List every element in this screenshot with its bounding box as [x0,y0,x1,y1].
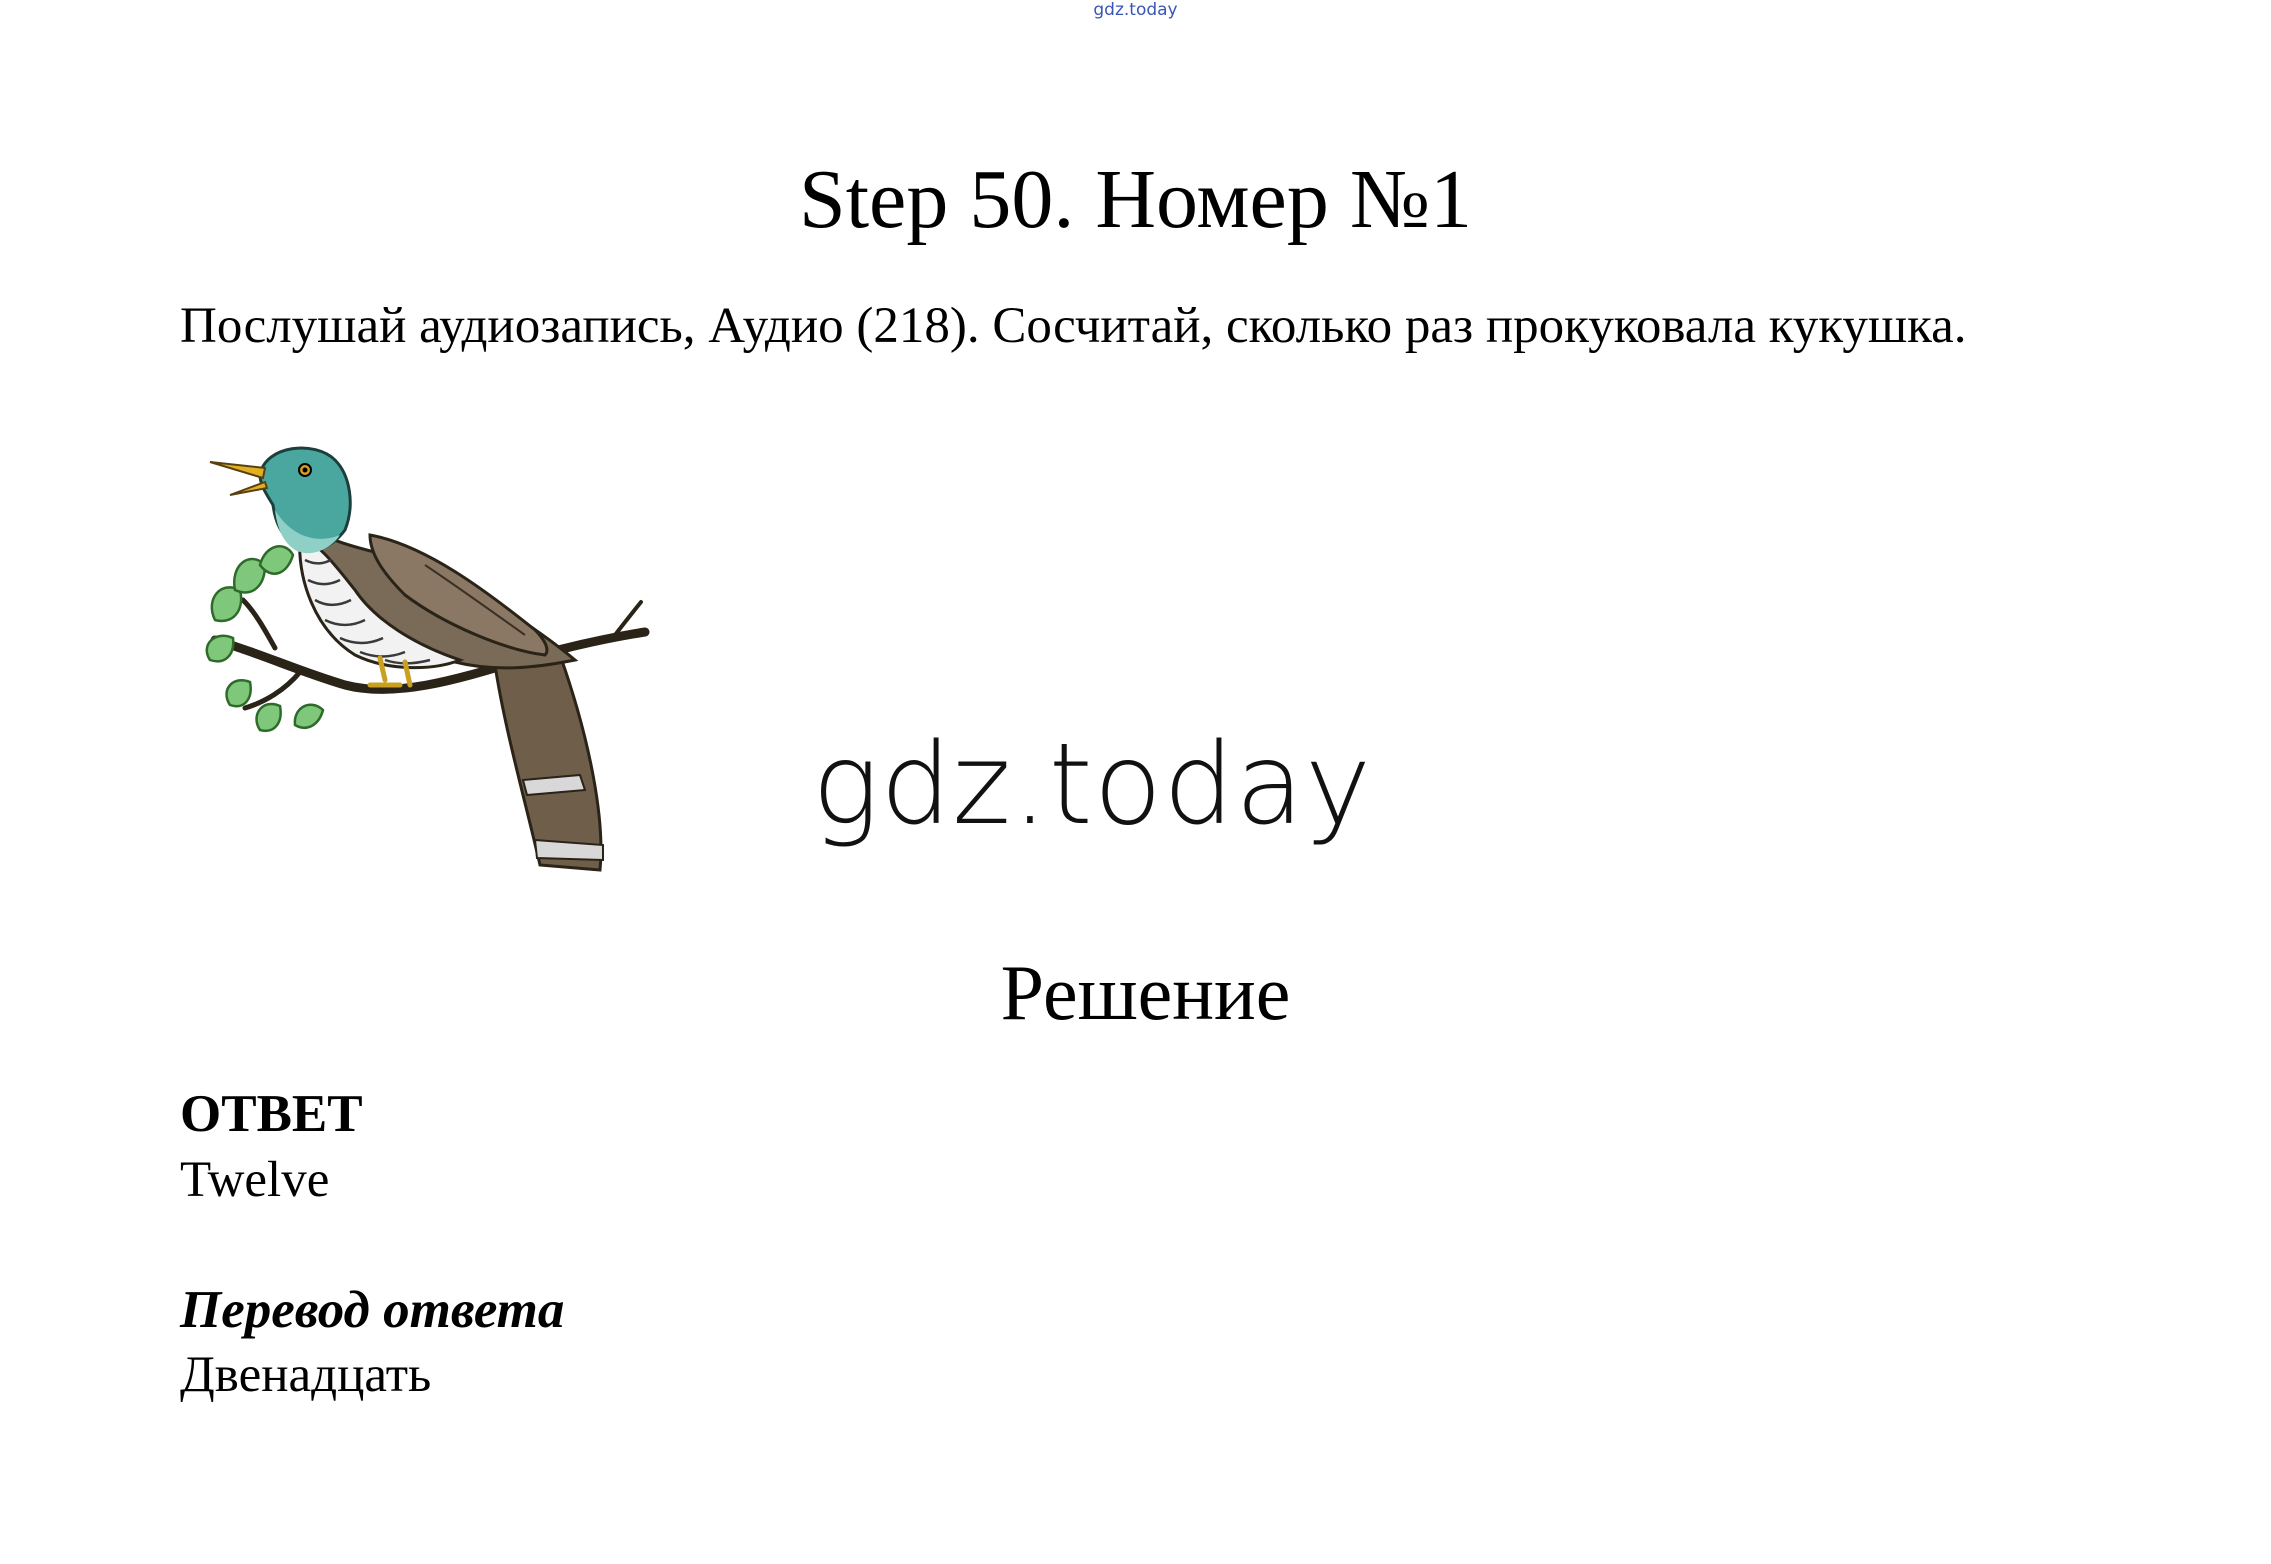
bird-beak [210,462,265,478]
branch-twig-2 [243,600,275,648]
tail [495,655,601,870]
solution-heading: Решение [1000,949,1291,1036]
branch-twig [245,672,300,708]
translation-label: Перевод ответа [180,1281,565,1339]
answer-label: ОТВЕТ [180,1085,363,1143]
cuckoo-bird-icon [205,440,655,880]
answer-value: Twelve [180,1152,330,1208]
page-title: Step 50. Номер №1 [799,153,1472,246]
top-watermark: gdz.today [1093,0,1178,20]
task-text: Послушай аудиозапись, Аудио (218). Сосчитай, сколько раз прокуковала кукушка. [180,298,1967,354]
translation-value: Двенадцать [180,1347,432,1403]
center-watermark: gdz.today [812,720,1373,850]
